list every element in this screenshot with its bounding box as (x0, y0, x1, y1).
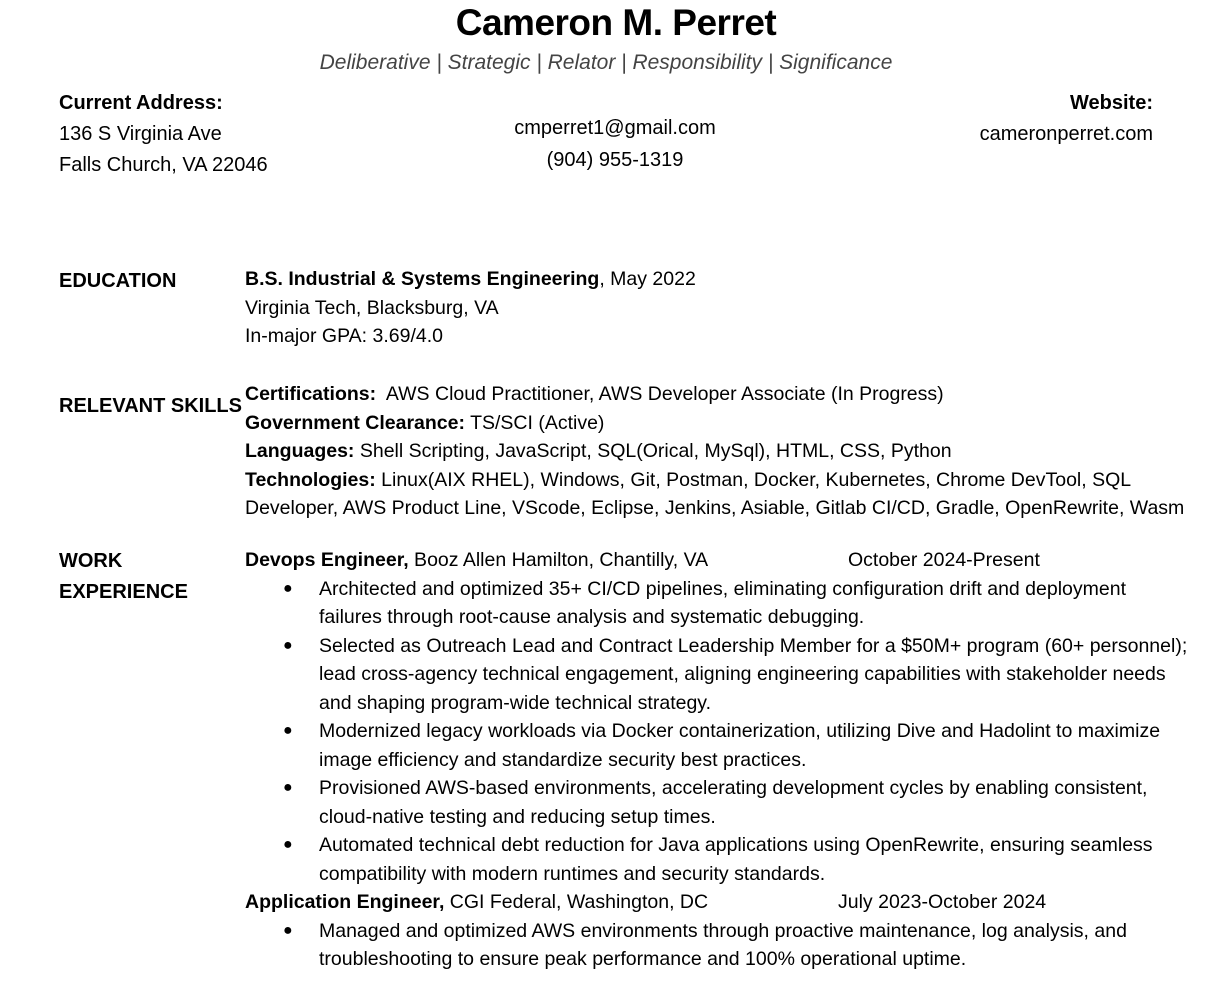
technologies-label: Technologies: (245, 468, 376, 491)
bullet-line: Provisioned AWS-based environments, accelerating development cycles by enabling consistent, (319, 777, 1148, 799)
website-text: cameronperret.com (979, 123, 1153, 145)
bullet-icon: ● (283, 636, 293, 654)
bullet-line: troubleshooting to ensure peak performance and 100% operational uptime. (319, 948, 967, 970)
technologies-line (245, 466, 1165, 495)
list-item (245, 575, 1165, 632)
bullet-line: lead cross-agency technical engagement, aligning engineering capabilities with stakeholder needs (319, 663, 1166, 685)
list-item (245, 717, 1165, 774)
bullet-icon: ● (283, 779, 293, 796)
degree-name: B.S. Industrial & Systems Engineering (245, 268, 600, 290)
website-block (980, 88, 1153, 150)
languages-label: Languages: (245, 440, 355, 462)
bullet-line: compatibility with modern runtimes and security standards. (319, 862, 826, 885)
bullet-line: Automated technical debt reduction for Java applications using OpenRewrite, ensuring seamless (319, 834, 1153, 856)
bullet-icon: ● (283, 836, 293, 853)
address-line-1: 136 S Virginia Ave (59, 123, 222, 145)
technologies-value: Linux(AIX RHEL), Windows, Git, Postman, Docker, Kubernetes, Chrome DevTool, SQL (375, 468, 1132, 491)
list-item (245, 831, 1165, 888)
skills-section (245, 380, 1185, 523)
degree-date: , May 2022 (599, 268, 696, 290)
degree-line (245, 265, 1165, 294)
job-dates: October 2024-Present (848, 549, 1040, 571)
certifications-line (245, 380, 1165, 409)
languages-value: Shell Scripting, JavaScript, SQL(Orical, MySql), HTML, CSS, Python (354, 440, 952, 462)
job-2-bullets (245, 917, 1165, 974)
address-line-2: Falls Church, VA 22046 (59, 154, 268, 176)
job-heading-1 (245, 546, 1165, 575)
bullet-icon: ● (283, 921, 293, 939)
bullet-line: cloud-native testing and reducing setup times. (319, 805, 716, 828)
bullet-line: Managed and optimized AWS environments through proactive maintenance, log analysis, and (319, 919, 1127, 942)
work-heading-line-1: WORK (59, 550, 123, 572)
email-text: cmperret1@gmail.com (514, 117, 716, 139)
list-item (245, 917, 1165, 974)
bullet-icon: ● (283, 579, 293, 597)
list-item (245, 774, 1165, 831)
list-item (245, 632, 1188, 718)
job-role: Application Engineer, (245, 891, 445, 913)
bullet-line: failures through root-cause analysis and systematic debugging. (319, 606, 865, 628)
certifications-value: AWS Cloud Practitioner, AWS Developer Associate (In Progress) (376, 383, 944, 405)
bullet-icon: ● (283, 722, 293, 739)
job-org: Booz Allen Hamilton, Chantilly, VA (408, 549, 709, 571)
strengths-line: Deliberative | Strategic | Relator | Responsibility | Significance (319, 51, 893, 74)
education-section (245, 265, 1165, 351)
current-address (59, 88, 268, 181)
work-section (245, 546, 1188, 974)
education-heading: EDUCATION (59, 270, 177, 292)
school-line: Virginia Tech, Blacksburg, VA (245, 296, 499, 319)
bullet-line: Architected and optimized 35+ CI/CD pipelines, eliminating configuration drift and deployment (319, 577, 1126, 600)
job-1-bullets (245, 575, 1188, 889)
skills-heading: RELEVANT SKILLS (59, 395, 242, 417)
resume-name: Cameron M. Perret (455, 2, 777, 43)
job-org: CGI Federal, Washington, DC (444, 891, 709, 913)
bullet-line: and shaping program-wide technical strategy. (319, 691, 712, 714)
bullet-line: Selected as Outreach Lead and Contract Leadership Member for a $50M+ program (60+ personnel); (319, 634, 1188, 657)
languages-line (245, 437, 1165, 466)
bullet-line: image efficiency and standardize security best practices. (319, 748, 807, 771)
job-dates: July 2023-October 2024 (838, 891, 1047, 913)
contact-block (415, 112, 815, 176)
address-label: Current Address: (59, 92, 223, 114)
gpa-line: In-major GPA: 3.69/4.0 (245, 325, 443, 347)
technologies-line-2: Developer, AWS Product Line, VScode, Eclipse, Jenkins, Asiable, Gitlab CI/CD, Gradle, OpenRewrite, Wasm (245, 497, 1185, 519)
job-role: Devops Engineer, (245, 549, 409, 571)
clearance-label: Government Clearance: (245, 411, 465, 434)
work-heading (59, 546, 188, 608)
bullet-line: Modernized legacy workloads via Docker containerization, utilizing Dive and Hadolint to maximize (319, 720, 1161, 742)
website-label: Website: (1070, 92, 1153, 114)
job-heading-2 (245, 888, 1165, 917)
phone-text: (904) 955-1319 (546, 149, 684, 171)
clearance-value: TS/SCI (Active) (465, 411, 605, 434)
work-heading-line-2: EXPERIENCE (59, 581, 188, 603)
clearance-line (245, 409, 1165, 438)
certifications-label: Certifications: (245, 383, 377, 405)
